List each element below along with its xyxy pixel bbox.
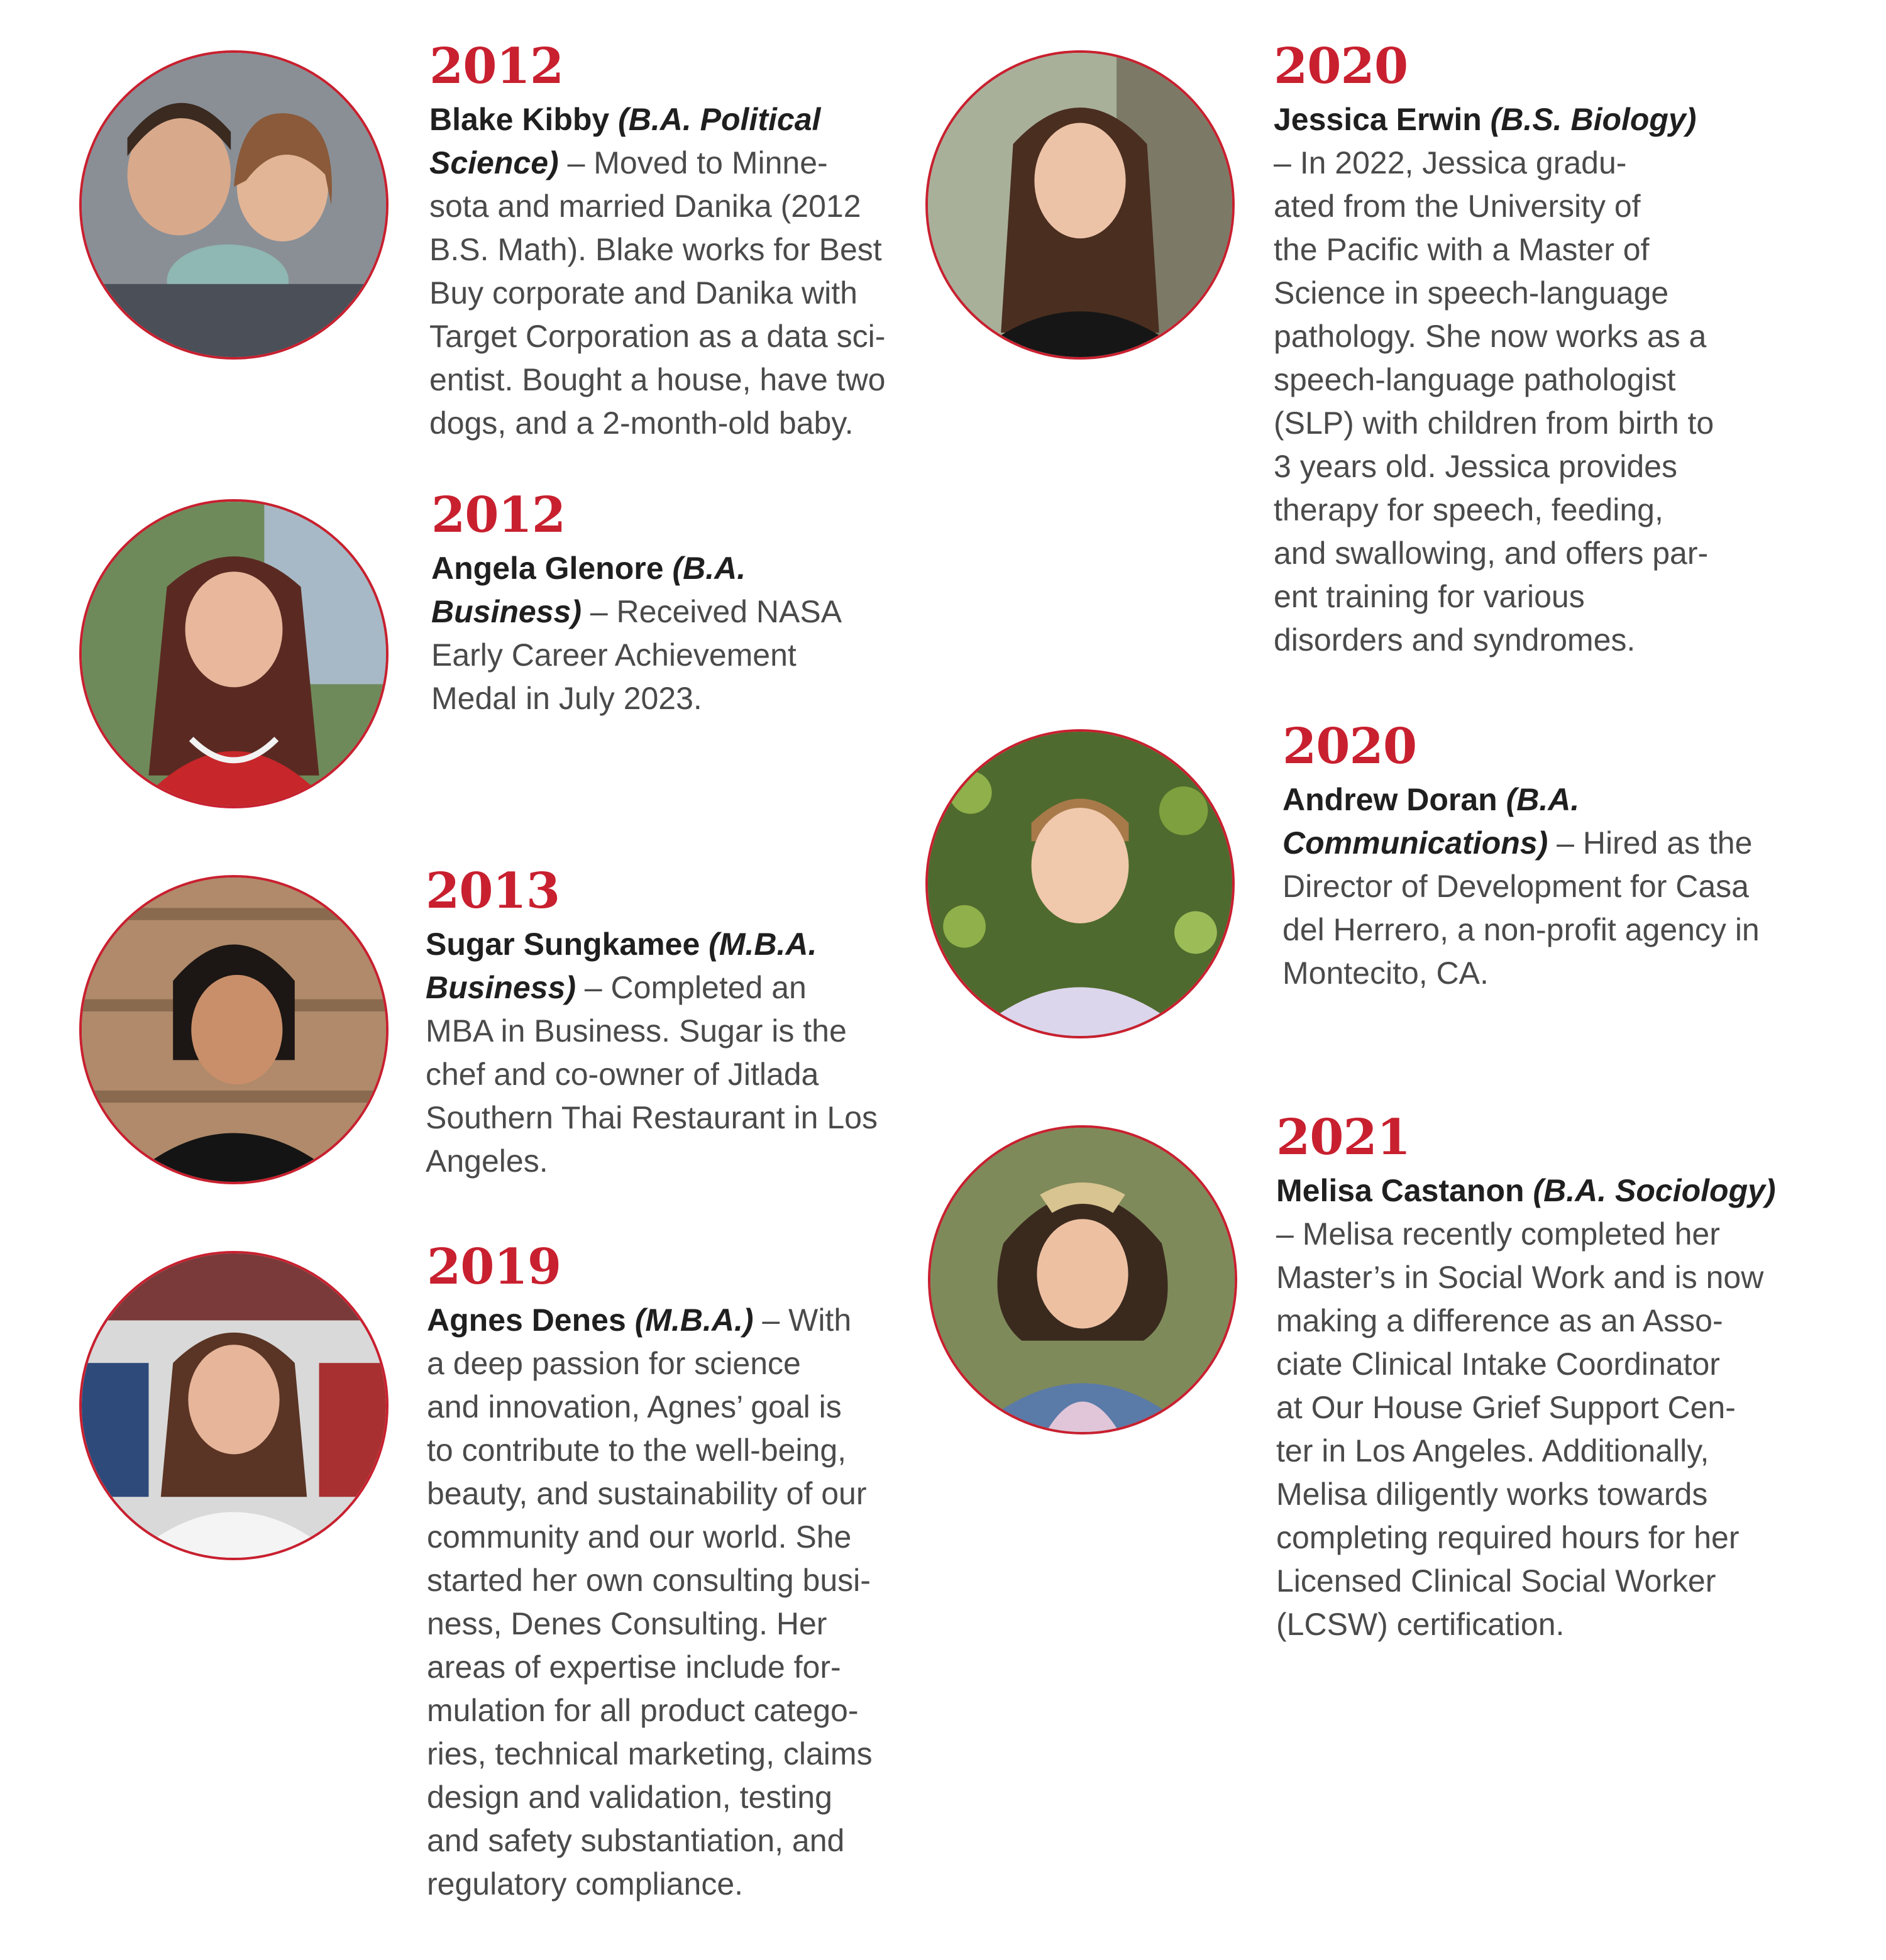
alumni-name: Jessica Erwin	[1274, 102, 1482, 137]
alumni-name: Melisa Castanon	[1276, 1173, 1525, 1208]
alumni-degree: (B.A. Business)	[431, 551, 746, 629]
alumni-degree: (M.B.A. Business)	[426, 927, 817, 1005]
entry-body	[427, 1299, 924, 1906]
entry-body	[1282, 778, 1848, 995]
entry-text	[429, 40, 926, 445]
class-year: 2012	[431, 487, 566, 544]
alumni-degree: (M.B.A.)	[634, 1302, 754, 1338]
class-year: 2020	[1282, 718, 1417, 775]
alumni-name: Andrew Doran	[1282, 782, 1497, 817]
entry-text	[1276, 1111, 1842, 1646]
class-year: 2019	[427, 1238, 561, 1296]
alumni-name: Angela Glenore	[431, 551, 664, 586]
entry-body	[429, 98, 926, 445]
entry-text	[427, 1238, 924, 1906]
alumni-degree: (B.S. Biology)	[1490, 102, 1697, 137]
entry-body	[431, 547, 928, 720]
entry-description: – Hired as the Director of Development for Casa del Herrero, a non-profit agency in Montecito, CA.	[1282, 825, 1760, 991]
entry-body	[426, 923, 922, 1183]
alumni-name: Agnes Denes	[427, 1302, 626, 1338]
class-year: 2020	[1274, 38, 1408, 95]
class-year: 2012	[429, 38, 564, 95]
entry-text	[431, 489, 928, 720]
alumni-degree: (B.A. Political Science)	[429, 102, 821, 180]
entry-description: – Moved to Minne- sota and married Danika (2012 B.S. Math). Blake works for Best Buy corporate and Danika with Target Corporation as a data sci- entist. Bought a house, have two dogs, and a 2-month-old baby.	[429, 145, 886, 441]
portrait-photo	[925, 729, 1235, 1038]
entry-description: – Completed an MBA in Business. Sugar is the chef and co-owner of Jitlada Southern Thai Restaurant in Los Angeles.	[426, 970, 878, 1179]
class-year: 2013	[426, 862, 560, 920]
portrait-photo	[79, 499, 389, 808]
entry-text	[426, 862, 922, 1183]
entry-description: – Melisa recently completed her Master’s in Social Work and is now making a difference as an Asso- ciate Clinical Intake Coordinator at Our House Grief Support Cen- ter in Los Angeles. Additionally, Melisa diligently works towards completing required hours for her Licensed Clinical Social Worker (LCSW) certification.	[1276, 1216, 1764, 1642]
entry-text	[1282, 720, 1848, 995]
portrait-photo	[79, 1251, 389, 1560]
portrait-photo	[928, 1125, 1237, 1434]
class-year: 2021	[1276, 1109, 1411, 1166]
entry-text	[1274, 40, 1839, 662]
portrait-photo	[79, 50, 389, 360]
alumni-name: Blake Kibby	[429, 102, 610, 137]
entry-description: – Received NASA Early Career Achievement Medal in July 2023.	[431, 594, 842, 716]
portrait-photo	[79, 875, 389, 1184]
entry-description: – In 2022, Jessica gradu- ated from the University of the Pacific with a Master of Science in speech-language pathology. She now works as a speech-language pathologist (SLP) with children from birth to 3 years old. Jessica provides therapy for speech, feeding, and swallowing, and offers par- ent training for various disorders and syndromes.	[1274, 145, 1714, 658]
entry-body	[1276, 1169, 1842, 1646]
alumni-degree: (B.A. Sociology)	[1533, 1173, 1776, 1208]
portrait-photo	[925, 50, 1235, 360]
entry-body	[1274, 98, 1839, 662]
alumni-degree: (B.A. Communications)	[1282, 782, 1580, 861]
entry-description: – With a deep passion for science and innovation, Agnes’ goal is to contribute to the well-being, beauty, and sustainability of our community and our world. She started her own consulting busi- ness, Denes Consulting. Her areas of expertise include for- mulation for all product catego- ries, technical marketing, claims design and validation, testing and safety substantiation, and regulatory compliance.	[427, 1302, 873, 1902]
alumni-name: Sugar Sungkamee	[426, 927, 700, 962]
